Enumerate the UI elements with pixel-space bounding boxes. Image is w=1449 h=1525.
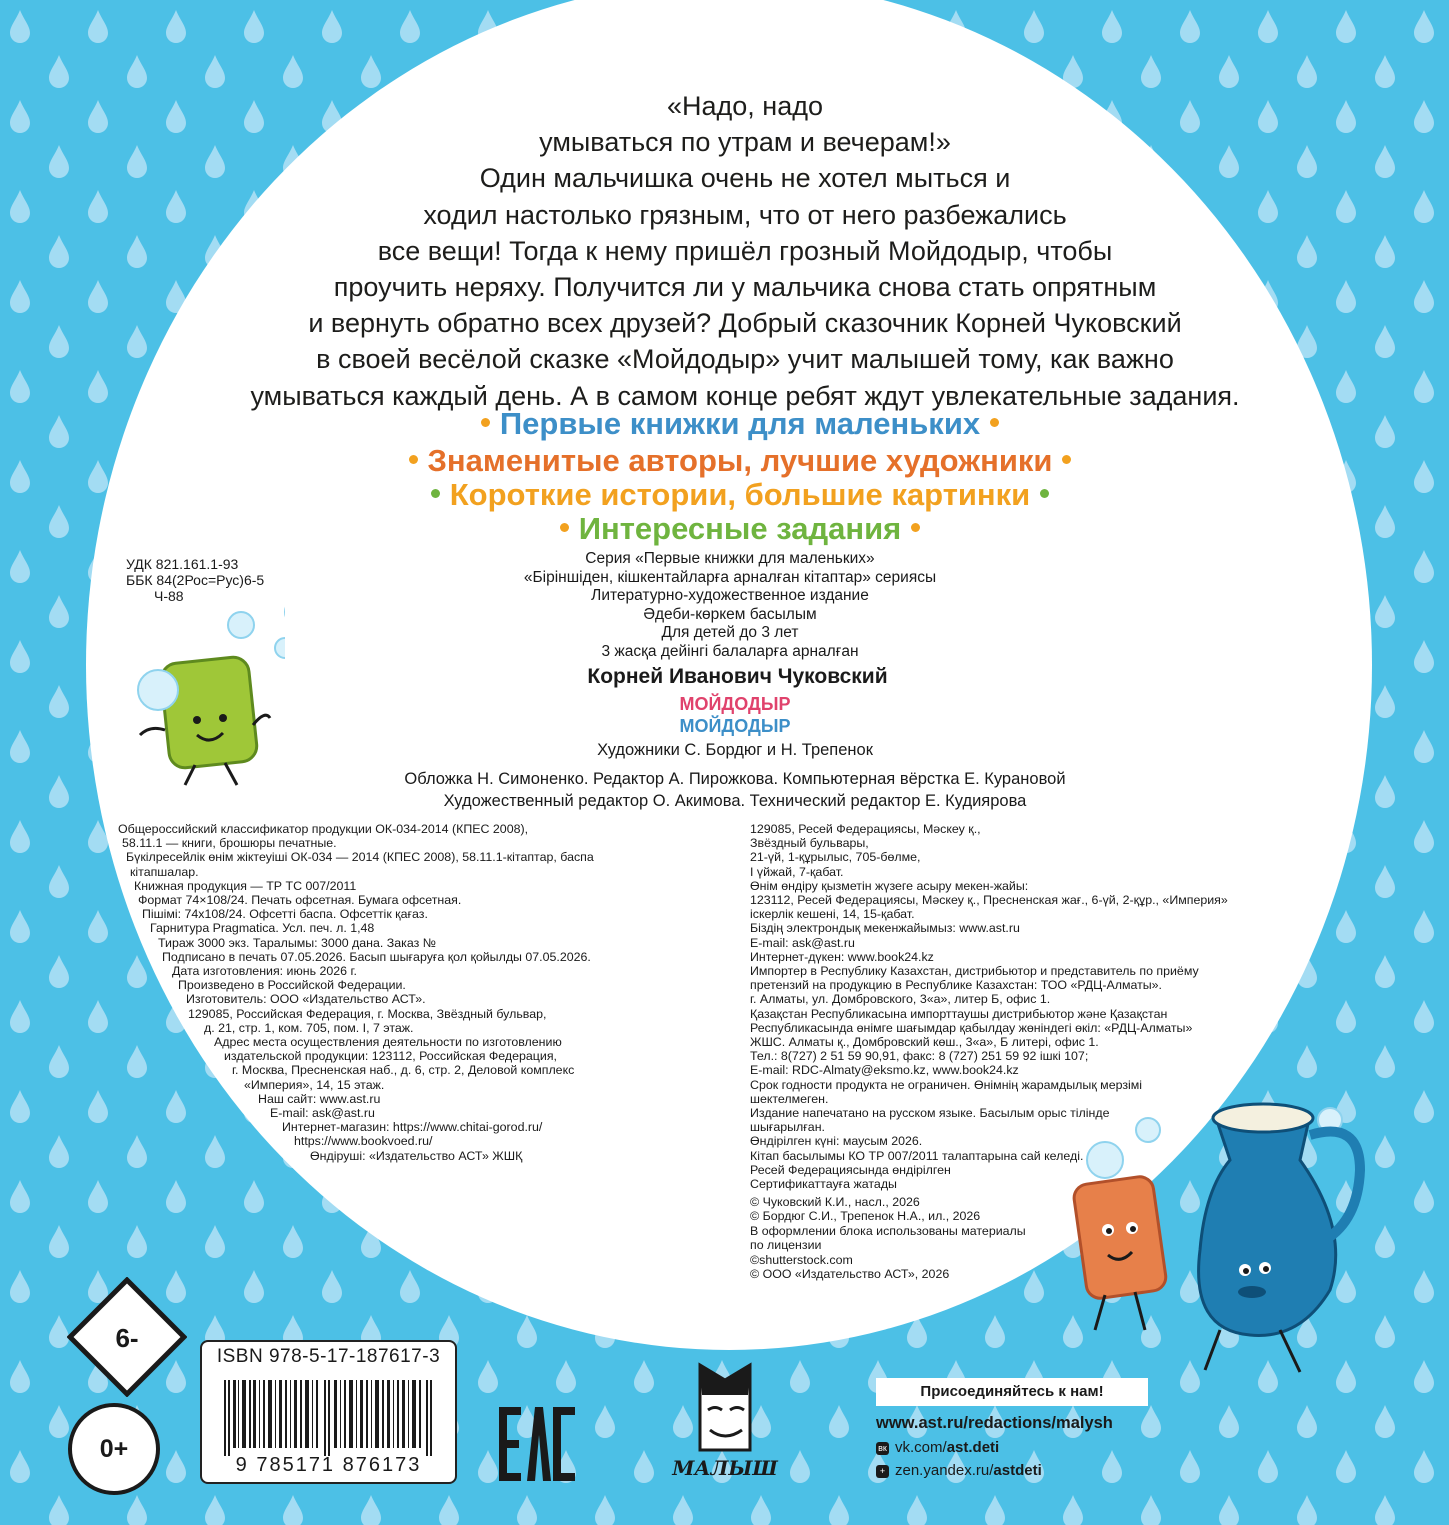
imprint-line: 58.11.1 — книги, брошюры печатные. (122, 836, 337, 851)
imprint-line: Импортер в Республику Казахстан, дистрибьютор и представитель по приёму (750, 964, 1199, 979)
malysh-logo (650, 1350, 800, 1485)
imprint-left-column (118, 822, 594, 1163)
imprint-line: г. Алматы, ул. Домбровского, 3«а», литер Б, офис 1. (750, 992, 1051, 1007)
blurb-line: проучить неряху. Получится ли у мальчика снова стать опрятным (333, 272, 1157, 303)
imprint-line: Наш сайт: www.ast.ru (258, 1091, 381, 1106)
book-title-kz: МОЙДОДЫР (679, 716, 791, 736)
artists-credit: Художники С. Бордюг и Н. Трепенок (597, 741, 873, 759)
book-blurb (240, 88, 1250, 414)
join-us-label: Присоединяйтесь к нам! (876, 1378, 1148, 1406)
bullet-dot (1040, 489, 1049, 498)
imprint-line: Өндірілген күні: маусым 2026. (750, 1134, 923, 1149)
copyright-line: © Чуковский К.И., насл., 2026 (750, 1195, 920, 1209)
imprint-line: E-mail: ask@ast.ru (750, 935, 855, 950)
isbn-label: ISBN 978-5-17-187617-3 (216, 1346, 441, 1367)
social-links (876, 1436, 1042, 1482)
imprint-line: Срок годности продукта не ограничен. Өнімнің жарамдылық мерзімі (750, 1077, 1143, 1092)
soap-character-illustration (125, 600, 285, 790)
imprint-line: E-mail: RDC-Almaty@eksmo.kz, www.book24.kz (750, 1063, 1019, 1078)
site-link[interactable]: www.ast.ru/redactions/malysh (876, 1414, 1113, 1432)
bullet-dot (409, 455, 418, 464)
age-rating-6-label: 6- (115, 1323, 139, 1353)
imprint-line: кітапшалар. (130, 864, 199, 879)
imprint-line: Адрес места осуществления деятельности по изготовлению (214, 1035, 562, 1050)
imprint-line: 129085, Российская Федерация, г. Москва, Звёздный бульвар, (188, 1006, 547, 1021)
imprint-line: ЖШС. Алматы қ., Домбровский көш., 3«а», Б литері, офис 1. (750, 1035, 1099, 1050)
publisher-site (876, 1411, 1113, 1435)
feature-label: Интересные задания (578, 511, 902, 546)
blurb-line: ходил настолько грязным, что от него разбежались (423, 199, 1067, 230)
bbk-line: ББК 84(2Рос=Рус)6-5 (126, 572, 265, 588)
imprint-line: E-mail: ask@ast.ru (270, 1106, 375, 1121)
series-line: Әдеби-көркем басылым (643, 605, 817, 623)
blurb-line: умываться каждый день. А в самом конце ребят ждут увлекательные задания. (250, 380, 1240, 411)
blurb-line: умываться по утрам и вечерам!» (539, 127, 951, 158)
vk-icon: вк (876, 1442, 889, 1455)
imprint-line: Кітап басылымы КО ТР 007/2011 талаптарына сай келеді. (750, 1148, 1084, 1163)
imprint-line: іскерлік кешені, 14, 15-қабат. (750, 907, 915, 922)
copyright-line: © ООО «Издательство АСТ», 2026 (750, 1267, 950, 1282)
feature-label: Короткие истории, большие картинки (449, 477, 1031, 512)
feature-label: Знаменитые авторы, лучшие художники (427, 443, 1053, 478)
copyright-line: ©shutterstock.com (750, 1252, 853, 1267)
imprint-line: Изготовитель: ООО «Издательство АСТ». (186, 992, 426, 1007)
imprint-line: Издание напечатано на русском языке. Басылым орыс тілінде (750, 1106, 1110, 1121)
feature-label: Первые книжки для маленьких (499, 406, 981, 441)
imprint-line: Гарнитура Pragmatica. Усл. печ. л. 1,48 (150, 921, 375, 936)
social-link-zen[interactable]: + zen.yandex.ru/astdeti (876, 1459, 1042, 1482)
imprint-line: «Империя», 14, 15 этаж. (244, 1077, 385, 1092)
series-line: Для детей до 3 лет (661, 624, 799, 642)
imprint-line: 129085, Ресей Федерациясы, Мәскеу қ., (750, 822, 981, 836)
blurb-line: в своей весёлой сказке «Мойдодыр» учит малышей тому, как важно (316, 344, 1174, 375)
imprint-line: Дата изготовления: июнь 2026 г. (172, 964, 357, 979)
publisher-logo-text: МАЛЫШ (672, 1456, 778, 1480)
author-name: Корней Иванович Чуковский (587, 665, 888, 688)
age-rating-6-badge (67, 1277, 187, 1397)
bullet-dot (481, 418, 490, 427)
feature-tasks (250, 510, 1230, 548)
imprint-line: Подписано в печать 07.05.2026. Басып шығаруға қол қойылды 07.05.2026. (162, 949, 591, 964)
imprint-line: Қазақстан Республикасына импорттаушы дистрибьютор және Қазақстан (750, 1006, 1168, 1021)
barcode-bars (224, 1380, 432, 1456)
imprint-line: І үйжай, 7-қабат. (750, 864, 844, 879)
imprint-line: шектелмеген. (750, 1091, 829, 1106)
bullet-dot (431, 489, 440, 498)
imprint-line: Интернет-магазин: https://www.chitai-gorod.ru/ (282, 1120, 543, 1135)
jug-and-sponge-illustration (1060, 1080, 1390, 1390)
isbn-barcode (200, 1340, 457, 1484)
series-line: Серия «Первые книжки для маленьких» (585, 550, 875, 567)
series-info (380, 550, 1080, 662)
udk-codes (126, 556, 264, 604)
author-mark: Ч-88 (154, 588, 184, 604)
blurb-line: все вещи! Тогда к нему пришёл грозный Мойдодыр, чтобы (377, 235, 1113, 266)
social-link-vk[interactable]: вк vk.com/ast.deti (876, 1436, 1042, 1459)
age-rating-0-badge: 0+ (68, 1403, 160, 1495)
copyright-line: по лицензии (750, 1238, 822, 1253)
imprint-line: Ресей Федерациясында өндірілген (750, 1162, 951, 1177)
imprint-line: https://www.bookvoed.ru/ (294, 1134, 433, 1149)
copyright-line: В оформлении блока использованы материалы (750, 1223, 1026, 1238)
bullet-dot (1062, 455, 1071, 464)
barcode-number: 9 785171 876173 (235, 1454, 422, 1476)
book-title-ru: МОЙДОДЫР (679, 694, 791, 714)
feature-first-books (250, 405, 1230, 443)
imprint-line: Бүкілресейлік өнім жіктеуіші ОК-034 — 2014 (КПЕС 2008), 58.11.1-кітаптар, баспа (126, 850, 594, 865)
imprint-line: Общероссийский классификатор продукции ОК-034-2014 (КПЕС 2008), (118, 822, 529, 836)
blurb-line: Один мальчишка очень не хотел мыться и (479, 163, 1011, 194)
imprint-line: Өнім өндіру қызметін жүзеге асыру мекен-жайы: (750, 878, 1029, 893)
imprint-line: Тел.: 8(727) 2 51 59 90,91, факс: 8 (727) 251 59 92 ішкі 107; (750, 1049, 1089, 1064)
imprint-line: издательской продукции: 123112, Российская Федерация, (224, 1049, 557, 1064)
bullet-dot (911, 523, 920, 532)
imprint-line: претензий на продукцию в Республике Казахстан: ТОО «РДЦ-Алматы». (750, 978, 1163, 993)
series-line: Литературно-художественное издание (591, 587, 869, 605)
imprint-line: Біздің электрондық мекенжайымыз: www.ast.ru (750, 921, 1020, 936)
feature-short-stories (250, 476, 1230, 514)
credits-line: Обложка Н. Симоненко. Редактор А. Пирожкова. Компьютерная вёрстка Е. Курановой (404, 770, 1066, 788)
imprint-line: Интернет-дүкен: www.book24.kz (750, 949, 934, 964)
imprint-line: Өндіруші: «Издательство АСТ» ЖШҚ (310, 1148, 523, 1163)
bullet-dot (560, 523, 569, 532)
credits-line: Художественный редактор О. Акимова. Технический редактор Е. Кудиярова (443, 792, 1027, 810)
imprint-line: г. Москва, Пресненская наб., д. 6, стр. 2, Деловой комплекс (232, 1063, 575, 1078)
zen-icon: + (876, 1465, 889, 1478)
copyright-line: © Бордюг С.И., Трепенок Н.А., ил., 2026 (750, 1209, 981, 1224)
udk-line: УДК 821.161.1-93 (126, 556, 239, 572)
blurb-line: и вернуть обратно всех друзей? Добрый сказочник Корней Чуковский (308, 308, 1182, 339)
series-line: 3 жасқа дейінгі балаларға арналған (601, 642, 859, 660)
imprint-line: Тираж 3000 экз. Таралымы: 3000 дана. Заказ № (158, 935, 437, 950)
imprint-line: 21-үй, 1-құрылыс, 705-бөлме, (750, 850, 921, 865)
imprint-line: Звёздный бульвары, (750, 836, 869, 851)
imprint-line: Произведено в Российской Федерации. (178, 978, 406, 993)
blurb-line: «Надо, надо (666, 91, 823, 121)
imprint-line: Сертификаттауға жатады (750, 1177, 897, 1192)
imprint-line: шығарылған. (750, 1120, 825, 1135)
imprint-line: Республикасында өнімге шағымдар қабылдау жөніндегі өкіл: «РДЦ-Алматы» (750, 1020, 1193, 1035)
copyright-block (750, 1195, 1026, 1281)
editorial-credits (340, 768, 1130, 812)
bullet-dot (990, 418, 999, 427)
imprint-line: Формат 74×108/24. Печать офсетная. Бумага офсетная. (138, 893, 462, 908)
imprint-line: 123112, Ресей Федерациясы, Мәскеу қ., Пресненская жағ., 6-үй, 2-құр., «Империя» (750, 893, 1228, 908)
imprint-line: Пішімі: 74х108/24. Офсетті баспа. Офсеттік қағаз. (142, 907, 428, 922)
imprint-line: д. 21, стр. 1, ком. 705, пом. I, 7 этаж. (204, 1020, 414, 1035)
imprint-line: Книжная продукция — ТР ТС 007/2011 (134, 878, 357, 893)
feature-famous-authors (250, 442, 1230, 480)
eac-mark-icon (497, 1405, 577, 1483)
series-line: «Біріншіден, кішкентайларға арналған кітаптар» сериясы (523, 568, 937, 586)
